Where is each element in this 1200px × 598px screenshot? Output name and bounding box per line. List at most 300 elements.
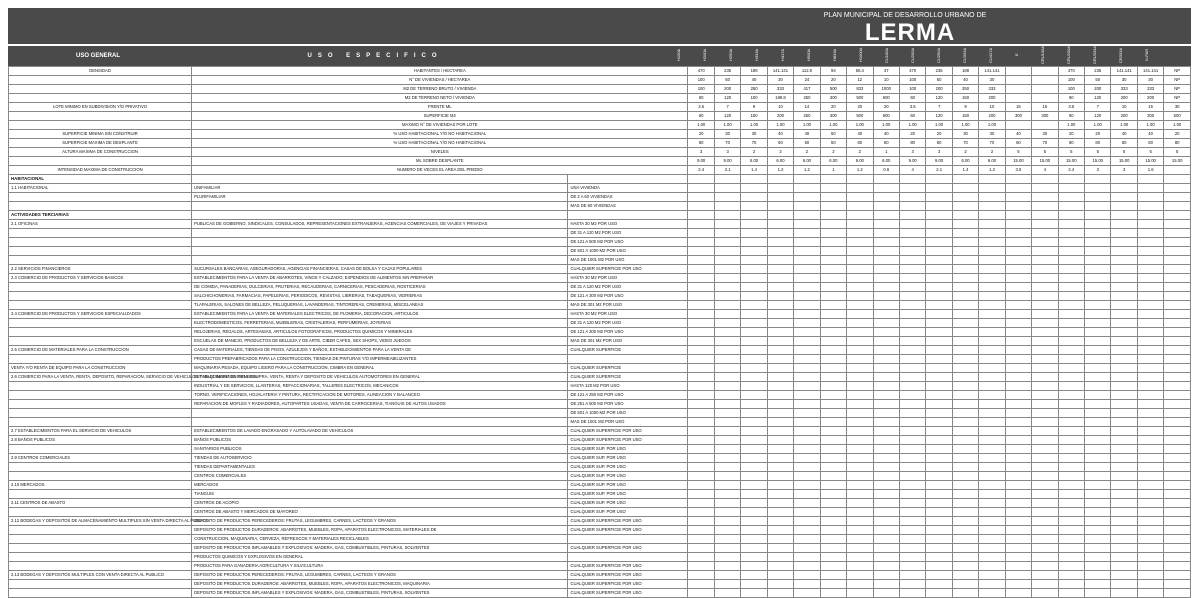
table-cell: [899, 499, 925, 508]
table-cell: PRODUCTOS QUIMICOS Y EXPLOSIVOS EN GENERAL: [192, 553, 568, 562]
table-cell: [979, 544, 1005, 553]
table-cell: [767, 580, 793, 589]
table-cell: [979, 328, 1005, 337]
table-cell: [1032, 310, 1058, 319]
table-cell: [688, 517, 714, 526]
table-row: [9, 94, 1191, 103]
table-cell: 500: [820, 85, 846, 94]
table-cell: [926, 355, 952, 364]
table-cell: [794, 463, 820, 472]
table-cell: [192, 202, 568, 211]
table-cell: 200: [979, 94, 1005, 103]
table-cell: [1032, 328, 1058, 337]
table-cell: [714, 571, 740, 580]
table-cell: INDUSTRIAL Y DE SERVICIOS, LLANTERAS, REFACCIONARIAS, TALLERES ELECTRICOS, MECANICOS: [192, 382, 568, 391]
table-cell: [952, 310, 978, 319]
table-cell: 60: [847, 139, 873, 148]
table-cell: [1032, 364, 1058, 373]
table-cell: 200: [979, 112, 1005, 121]
table-cell: [767, 175, 793, 184]
table-cell: [1032, 373, 1058, 382]
table-cell: [1137, 175, 1163, 184]
table-cell: [794, 382, 820, 391]
table-cell: [714, 544, 740, 553]
table-cell: [688, 256, 714, 265]
table-cell: [1137, 292, 1163, 301]
table-cell: [794, 544, 820, 553]
table-cell: [1111, 454, 1137, 463]
table-cell: [688, 508, 714, 517]
table-cell: ACTIVIDADES TERCIARIAS: [9, 211, 192, 220]
table-cell: [899, 337, 925, 346]
table-cell: [741, 418, 767, 427]
table-cell: 20: [926, 130, 952, 139]
table-cell: 1.00: [847, 121, 873, 130]
table-cell: [899, 436, 925, 445]
table-cell: [873, 544, 899, 553]
table-cell: [1085, 220, 1111, 229]
table-cell: [688, 526, 714, 535]
table-cell: [873, 238, 899, 247]
table-cell: [1111, 544, 1137, 553]
table-cell: [847, 337, 873, 346]
table-cell: [1032, 121, 1058, 130]
table-cell: 1.4: [952, 166, 978, 175]
table-cell: [741, 256, 767, 265]
table-row: [9, 409, 1191, 418]
table-cell: 300: [1137, 112, 1163, 121]
table-row: [9, 274, 1191, 283]
table-cell: CUALQUIER SUPERFICIE: [568, 364, 688, 373]
zone-label: CU417A: [988, 47, 993, 63]
table-cell: [820, 301, 846, 310]
table-cell: [1137, 310, 1163, 319]
table-cell: [899, 481, 925, 490]
table-cell: [794, 499, 820, 508]
table-cell: [1164, 508, 1191, 517]
table-cell: [741, 400, 767, 409]
table-cell: [952, 562, 978, 571]
table-cell: 200: [926, 85, 952, 94]
table-cell: [1164, 364, 1191, 373]
table-cell: 2: [741, 148, 767, 157]
table-cell: NP: [1164, 94, 1191, 103]
table-cell: [926, 400, 952, 409]
table-cell: [1085, 175, 1111, 184]
table-cell: N° DE VIVIENDAS / HECTAREA: [192, 76, 688, 85]
table-cell: 94: [820, 67, 846, 76]
table-cell: [1032, 67, 1058, 76]
table-cell: [952, 445, 978, 454]
table-cell: [794, 373, 820, 382]
table-cell: 112.8: [794, 67, 820, 76]
table-cell: [899, 400, 925, 409]
table-cell: [952, 535, 978, 544]
table-cell: [1005, 526, 1031, 535]
table-cell: [899, 283, 925, 292]
table-cell: [1032, 292, 1058, 301]
table-cell: [1032, 211, 1058, 220]
table-cell: [952, 319, 978, 328]
table-cell: CUALQUIER SUPERFICIE POR USO: [568, 562, 688, 571]
table-cell: [1137, 400, 1163, 409]
table-cell: 60: [899, 94, 925, 103]
table-cell: [1032, 571, 1058, 580]
table-cell: [899, 427, 925, 436]
table-cell: 100: [899, 85, 925, 94]
table-cell: [192, 238, 568, 247]
table-cell: [873, 400, 899, 409]
table-cell: [794, 418, 820, 427]
table-cell: 80: [926, 139, 952, 148]
table-cell: [688, 436, 714, 445]
table-cell: 120: [926, 94, 952, 103]
table-cell: INTENSIDAD MAXIMA DE CONSTRUCCION: [9, 166, 192, 175]
table-cell: [794, 535, 820, 544]
table-cell: [847, 445, 873, 454]
table-cell: [714, 175, 740, 184]
table-cell: [741, 553, 767, 562]
table-cell: [1111, 481, 1137, 490]
table-cell: [741, 337, 767, 346]
table-cell: [1032, 436, 1058, 445]
table-cell: [820, 571, 846, 580]
table-cell: 60: [1058, 112, 1084, 121]
table-cell: [979, 238, 1005, 247]
table-cell: [568, 553, 688, 562]
table-cell: [952, 328, 978, 337]
table-cell: [979, 562, 1005, 571]
table-cell: [9, 193, 192, 202]
table-cell: 500: [847, 112, 873, 121]
table-row: [9, 436, 1191, 445]
table-cell: [688, 193, 714, 202]
table-cell: [926, 202, 952, 211]
table-cell: [1032, 517, 1058, 526]
table-cell: CONSTRUCCION, MAQUINARIA, CERVEZA, REFRESCOS Y MATERIALES RECICLABLES: [192, 535, 568, 544]
table-cell: [979, 175, 1005, 184]
table-cell: [1058, 481, 1084, 490]
table-cell: [820, 202, 846, 211]
table-cell: [873, 571, 899, 580]
table-cell: [820, 454, 846, 463]
table-cell: [714, 247, 740, 256]
table-cell: [847, 283, 873, 292]
table-row: [9, 589, 1191, 598]
table-cell: CASAS DE MATERIALES, TIENDAS DE PISOS, AZULEJOS Y BAÑOS, ESTABLECIMIENTOS PARA LA VENTA DE: [192, 346, 568, 355]
table-cell: [1137, 472, 1163, 481]
table-row: [9, 166, 1191, 175]
table-cell: ESTABLECIMIENTOS DE LAVADO ENGRASADO Y AUTOLAVADO DE VEHICULOS: [192, 427, 568, 436]
table-cell: [767, 553, 793, 562]
table-cell: [1058, 463, 1084, 472]
table-cell: [847, 382, 873, 391]
table-cell: [767, 499, 793, 508]
table-row: [9, 517, 1191, 526]
table-cell: [688, 265, 714, 274]
table-row: [9, 310, 1191, 319]
table-cell: 1.00: [1137, 121, 1163, 130]
table-cell: 80: [899, 139, 925, 148]
table-cell: [873, 499, 899, 508]
table-cell: [952, 184, 978, 193]
table-cell: CENTROS DE ACOPIO: [192, 499, 568, 508]
table-cell: [1137, 445, 1163, 454]
table-cell: 250: [741, 85, 767, 94]
table-cell: [1111, 391, 1137, 400]
table-cell: 300: [820, 112, 846, 121]
table-cell: [568, 535, 688, 544]
table-cell: [926, 562, 952, 571]
table-cell: [1032, 238, 1058, 247]
table-cell: 0.6: [873, 166, 899, 175]
table-cell: [1137, 391, 1163, 400]
table-cell: [952, 400, 978, 409]
table-cell: 10: [1111, 103, 1137, 112]
table-row: [9, 490, 1191, 499]
table-cell: [794, 562, 820, 571]
table-cell: REPARACION DE MOFLES Y RADIADORES, AUTOPARTES USADAS, VENTA DE CARROCERIAS, TIANGUIS DE AUTOS USADOS: [192, 400, 568, 409]
table-row: [9, 76, 1191, 85]
table-cell: [926, 553, 952, 562]
table-cell: 15.00: [1032, 157, 1058, 166]
table-cell: 20: [1085, 130, 1111, 139]
table-cell: [1058, 211, 1084, 220]
table-cell: CUALQUIER SUPERFICIE POR USO: [568, 526, 688, 535]
table-cell: [926, 364, 952, 373]
table-cell: [767, 445, 793, 454]
table-cell: 20: [1058, 130, 1084, 139]
table-cell: [926, 481, 952, 490]
table-cell: 188: [741, 67, 767, 76]
table-cell: [1111, 517, 1137, 526]
table-cell: [688, 472, 714, 481]
table-cell: [688, 346, 714, 355]
zone-label: H250A: [728, 48, 733, 62]
table-cell: [741, 247, 767, 256]
table-cell: [794, 553, 820, 562]
table-cell: [952, 364, 978, 373]
table-cell: 9.00: [714, 157, 740, 166]
plan-name: LERMA: [864, 19, 956, 46]
table-cell: 15: [1032, 103, 1058, 112]
table-cell: [847, 184, 873, 193]
table-cell: 50: [926, 76, 952, 85]
table-cell: [794, 283, 820, 292]
table-row: [9, 103, 1191, 112]
table-cell: [688, 418, 714, 427]
table-cell: ALTURA MAXIMA DE CONSTRUCCION: [9, 148, 192, 157]
table-cell: [1111, 310, 1137, 319]
table-cell: [1085, 580, 1111, 589]
table-cell: [767, 391, 793, 400]
table-cell: [979, 355, 1005, 364]
table-cell: [9, 553, 192, 562]
table-cell: [1111, 202, 1137, 211]
table-cell: [873, 265, 899, 274]
table-cell: [899, 508, 925, 517]
table-cell: [9, 94, 192, 103]
table-cell: 40: [741, 76, 767, 85]
table-cell: 2.11 CENTROS DE ABASTO: [9, 499, 192, 508]
table-cell: [9, 229, 192, 238]
zone-label: CU333A: [962, 47, 967, 63]
table-cell: [899, 211, 925, 220]
table-cell: [979, 535, 1005, 544]
table-cell: [820, 517, 846, 526]
table-cell: 1.00: [1085, 121, 1111, 130]
table-cell: 1.00: [1058, 121, 1084, 130]
table-cell: HASTA 30 M2 POR USO: [568, 274, 688, 283]
table-cell: [926, 418, 952, 427]
table-cell: CUALQUIER SUP. POR USO: [568, 472, 688, 481]
table-cell: [1137, 256, 1163, 265]
table-cell: TIANGUIS: [192, 490, 568, 499]
table-cell: 250: [794, 112, 820, 121]
table-cell: [1005, 121, 1031, 130]
table-cell: [794, 328, 820, 337]
table-row: [9, 157, 1191, 166]
table-cell: [714, 310, 740, 319]
table-cell: 200: [1111, 94, 1137, 103]
table-cell: [767, 355, 793, 364]
table-cell: [9, 292, 192, 301]
table-cell: 30: [741, 130, 767, 139]
table-cell: [1164, 571, 1191, 580]
table-cell: [820, 526, 846, 535]
table-cell: [899, 301, 925, 310]
table-row: [9, 364, 1191, 373]
table-cell: PLURIFAMILIAR: [192, 193, 568, 202]
table-cell: [688, 589, 714, 598]
table-cell: 60: [688, 112, 714, 121]
table-cell: [926, 229, 952, 238]
table-cell: [1005, 220, 1031, 229]
uso-general-header: USO GENERAL: [75, 53, 120, 59]
table-cell: [767, 319, 793, 328]
table-cell: M2 DE TERRENO BRUTO / VIVIENDA: [192, 85, 688, 94]
table-cell: [1005, 175, 1031, 184]
table-cell: [1058, 283, 1084, 292]
table-cell: [1005, 427, 1031, 436]
table-cell: 60: [1111, 139, 1137, 148]
table-cell: [847, 454, 873, 463]
table-cell: [1032, 499, 1058, 508]
table-cell: [873, 535, 899, 544]
table-cell: [1032, 274, 1058, 283]
table-cell: [820, 535, 846, 544]
table-cell: CUALQUIER SUP. POR USO: [568, 499, 688, 508]
table-cell: [1164, 265, 1191, 274]
table-cell: [1032, 418, 1058, 427]
table-cell: 6.00: [952, 157, 978, 166]
table-cell: [1005, 310, 1031, 319]
table-cell: [979, 445, 1005, 454]
table-cell: [952, 589, 978, 598]
table-cell: [794, 355, 820, 364]
table-cell: 120: [926, 112, 952, 121]
table-cell: [192, 211, 568, 220]
table-cell: [741, 292, 767, 301]
table-cell: [741, 265, 767, 274]
table-cell: [899, 418, 925, 427]
table-cell: [688, 454, 714, 463]
table-cell: [767, 328, 793, 337]
table-cell: [1164, 472, 1191, 481]
table-cell: [847, 247, 873, 256]
table-cell: 2.13 BODEGAS Y DEPOSITOS MULTIPLES CON VENTA DIRECTA AL PUBLICO: [9, 571, 192, 580]
table-cell: % USO HABITACIONAL Y/O NO HABITACIONAL: [192, 130, 688, 139]
table-cell: [873, 409, 899, 418]
table-cell: [1164, 346, 1191, 355]
table-cell: [714, 589, 740, 598]
table-cell: 120: [1085, 112, 1111, 121]
table-cell: [192, 229, 568, 238]
table-cell: SUPERFICIE M2: [192, 112, 688, 121]
table-cell: [688, 319, 714, 328]
table-cell: 40: [1111, 130, 1137, 139]
table-cell: [741, 445, 767, 454]
table-cell: [1137, 328, 1163, 337]
table-cell: 417: [794, 85, 820, 94]
table-cell: [847, 229, 873, 238]
table-cell: PUBLICAS DE GOBIERNO, SINDICALES, CONSULADOS, REPRESENTACIONES EXTRANJERAS, AGENCIAS COMERCIALES, DE VIAJES Y PRIVADAS: [192, 220, 568, 229]
table-cell: [714, 490, 740, 499]
table-cell: [873, 562, 899, 571]
table-cell: [926, 463, 952, 472]
table-cell: UNA VIVIENDA: [568, 184, 688, 193]
table-cell: [847, 463, 873, 472]
table-cell: 40: [1005, 130, 1031, 139]
table-cell: 3: [926, 148, 952, 157]
table-cell: [1085, 256, 1111, 265]
table-cell: CUALQUIER SUPERFICIE POR USO: [568, 571, 688, 580]
table-cell: 1.2: [794, 166, 820, 175]
table-cell: 60: [873, 139, 899, 148]
table-cell: [1005, 517, 1031, 526]
table-cell: 5: [1005, 148, 1031, 157]
table-cell: [741, 508, 767, 517]
table-cell: [794, 472, 820, 481]
table-cell: [1005, 337, 1031, 346]
table-cell: [1085, 265, 1111, 274]
table-cell: [1032, 256, 1058, 265]
table-cell: [847, 562, 873, 571]
table-cell: 470: [1058, 67, 1084, 76]
table-cell: [899, 328, 925, 337]
table-cell: [1164, 319, 1191, 328]
table-cell: CUALQUIER SUP. POR USO: [568, 490, 688, 499]
table-cell: [926, 346, 952, 355]
table-cell: [926, 472, 952, 481]
table-cell: 1.1 HABITACIONAL: [9, 184, 192, 193]
table-cell: [1005, 202, 1031, 211]
table-cell: [979, 193, 1005, 202]
table-cell: [899, 292, 925, 301]
table-cell: 2.4: [688, 166, 714, 175]
table-cell: [873, 346, 899, 355]
table-cell: [1137, 490, 1163, 499]
table-cell: [1058, 319, 1084, 328]
table-cell: [899, 364, 925, 373]
table-cell: [1137, 211, 1163, 220]
table-cell: [1137, 409, 1163, 418]
table-cell: 20: [688, 130, 714, 139]
table-cell: ESTABLECIMIENTOS PARA LA VENTA DE MATERIALES ELECTRICOS, DE PLOMERIA, DECORACION, ARTICULOS: [192, 310, 568, 319]
table-cell: [1058, 535, 1084, 544]
table-cell: [1164, 274, 1191, 283]
table-cell: [1032, 346, 1058, 355]
